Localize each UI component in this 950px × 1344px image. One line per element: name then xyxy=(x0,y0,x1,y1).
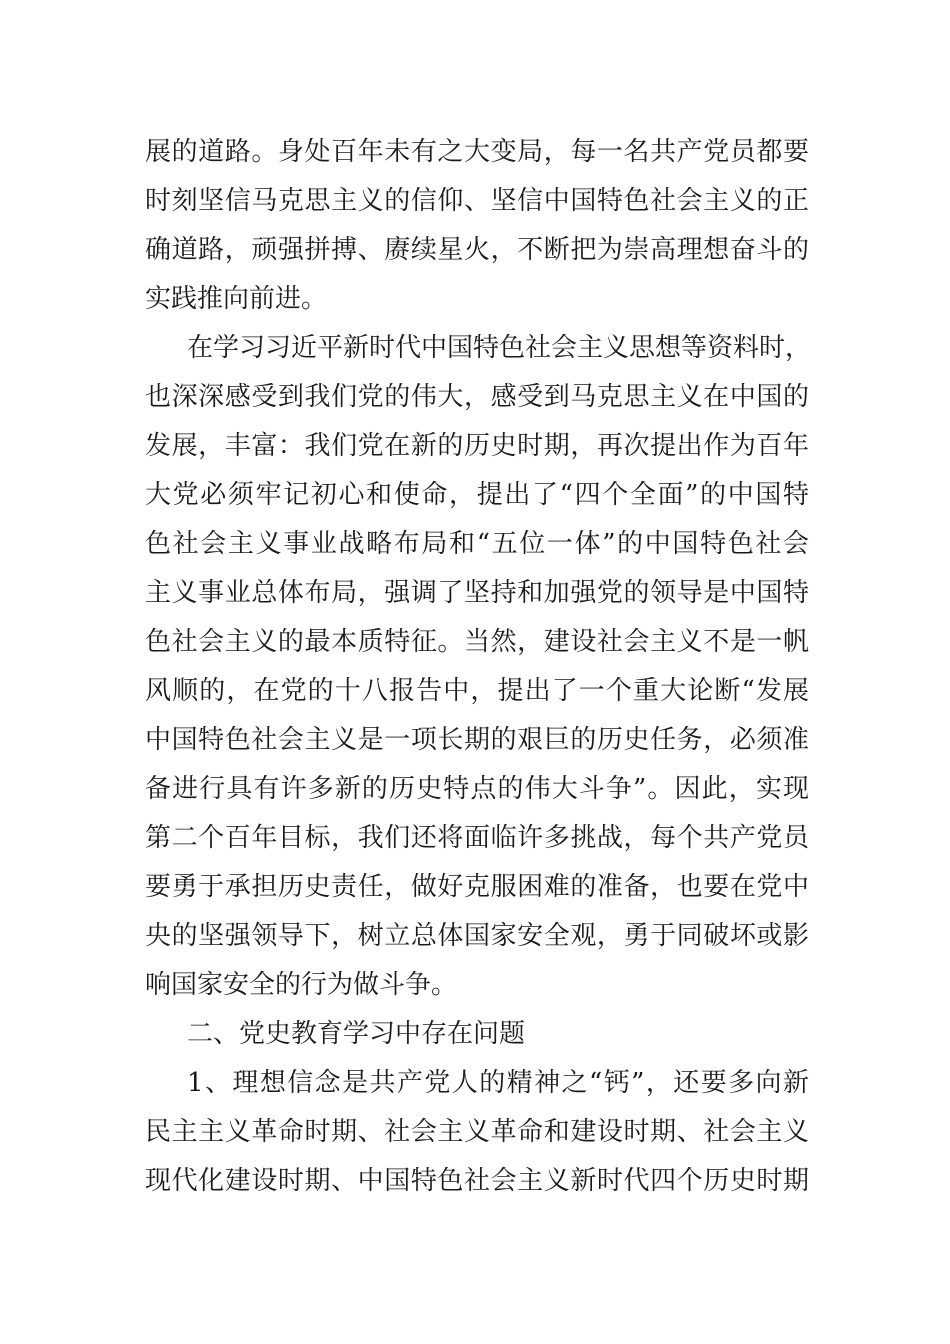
body-text-line: 主义事业总体布局，强调了坚持和加强党的领导是中国特 xyxy=(145,578,809,608)
body-text-line: 1、理想信念是共产党人的精神之“钙”，还要多向新 xyxy=(187,1068,809,1098)
body-text-line: 民主主义革命时期、社会主义革命和建设时期、社会主义 xyxy=(145,1117,809,1147)
body-text-line: 中国特色社会主义是一项长期的艰巨的历史任务，必须准 xyxy=(145,725,809,755)
body-text-line: 色社会主义事业战略布局和“五位一体”的中国特色社会 xyxy=(145,529,809,559)
body-text-line: 要勇于承担历史责任，做好克服困难的准备，也要在党中 xyxy=(145,872,809,902)
body-text-line: 央的坚强领导下，树立总体国家安全观，勇于同破坏或影 xyxy=(145,921,809,951)
body-text-line: 也深深感受到我们党的伟大，感受到马克思主义在中国的 xyxy=(145,382,809,412)
body-text-line: 响国家安全的行为做斗争。 xyxy=(145,970,458,1000)
body-text-line: 展的道路。身处百年未有之大变局，每一名共产党员都要 xyxy=(145,137,809,167)
body-text-line: 时刻坚信马克思主义的信仰、坚信中国特色社会主义的正 xyxy=(145,186,809,216)
body-text-line: 实践推向前进。 xyxy=(145,284,328,314)
body-text-line: 第二个百年目标，我们还将面临许多挑战，每个共产党员 xyxy=(145,823,809,853)
section-heading: 二、党史教育学习中存在问题 xyxy=(187,1019,526,1049)
body-text-line: 发展，丰富：我们党在新的历史时期，再次提出作为百年 xyxy=(145,431,809,461)
body-text-line: 现代化建设时期、中国特色社会主义新时代四个历史时期 xyxy=(145,1166,809,1196)
body-text-line: 备进行具有许多新的历史特点的伟大斗争”。因此，实现 xyxy=(145,774,809,804)
body-text-line: 在学习习近平新时代中国特色社会主义思想等资料时， xyxy=(187,333,812,363)
body-text-line: 色社会主义的最本质特征。当然，建设社会主义不是一帆 xyxy=(145,627,809,657)
body-text-line: 确道路，顽强拼搏、赓续星火，不断把为崇高理想奋斗的 xyxy=(145,235,809,265)
body-text-line: 风顺的，在党的十八报告中，提出了一个重大论断“发展 xyxy=(145,676,809,706)
body-text-line: 大党必须牢记初心和使命，提出了“四个全面”的中国特 xyxy=(145,480,809,510)
